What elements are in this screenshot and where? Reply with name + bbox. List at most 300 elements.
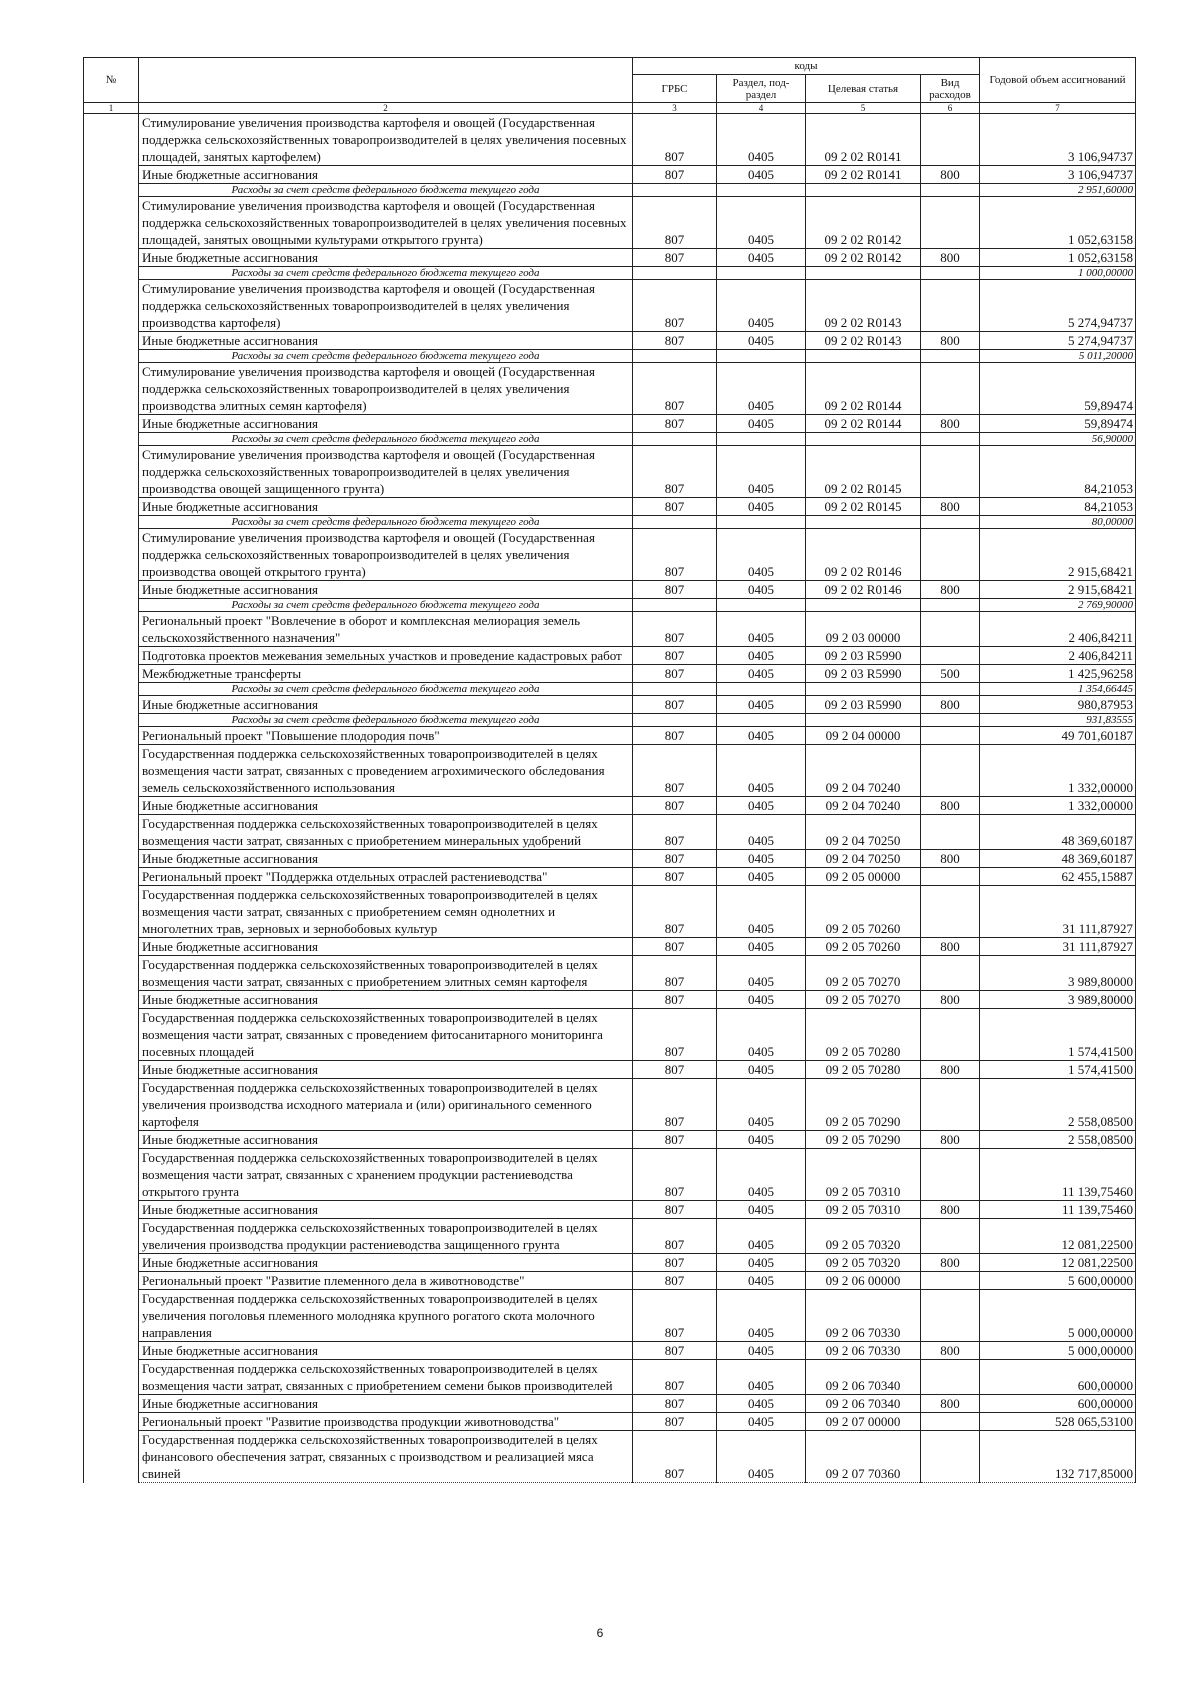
row-expense-type bbox=[921, 714, 980, 727]
table-row bbox=[84, 956, 1136, 991]
row-expense-type bbox=[921, 1149, 980, 1201]
row-razdel bbox=[717, 433, 806, 446]
row-razdel: 0405 bbox=[717, 1009, 806, 1061]
row-razdel: 0405 bbox=[717, 1360, 806, 1395]
row-target-article bbox=[806, 350, 921, 363]
row-target-article bbox=[806, 683, 921, 696]
table-row bbox=[84, 714, 1136, 727]
row-razdel: 0405 bbox=[717, 868, 806, 886]
row-number bbox=[84, 1360, 139, 1395]
row-description: Иные бюджетные ассигнования bbox=[139, 850, 633, 868]
row-target-article: 09 2 06 70330 bbox=[806, 1290, 921, 1342]
table-row bbox=[84, 1219, 1136, 1254]
row-number bbox=[84, 1131, 139, 1149]
row-number bbox=[84, 599, 139, 612]
table-row bbox=[84, 1149, 1136, 1201]
row-number bbox=[84, 1431, 139, 1483]
row-expense-type: 800 bbox=[921, 1254, 980, 1272]
row-amount: 5 274,94737 bbox=[980, 280, 1136, 332]
row-razdel: 0405 bbox=[717, 1061, 806, 1079]
row-razdel: 0405 bbox=[717, 665, 806, 683]
row-razdel: 0405 bbox=[717, 956, 806, 991]
row-grbs: 807 bbox=[633, 727, 717, 745]
row-amount: 3 989,80000 bbox=[980, 991, 1136, 1009]
row-description: Стимулирование увеличения производства картофеля и овощей (Государственная поддержка сельскохозяйственных товаропроизводителей в целях увеличения производства картофеля) bbox=[139, 280, 633, 332]
row-target-article: 09 2 02 R0146 bbox=[806, 581, 921, 599]
row-expense-type: 800 bbox=[921, 1061, 980, 1079]
row-target-article: 09 2 04 00000 bbox=[806, 727, 921, 745]
row-description: Подготовка проектов межевания земельных участков и проведение кадастровых работ bbox=[139, 647, 633, 665]
row-description: Расходы за счет средств федерального бюджета текущего года bbox=[139, 714, 633, 727]
row-target-article: 09 2 03 00000 bbox=[806, 612, 921, 647]
row-razdel: 0405 bbox=[717, 1219, 806, 1254]
column-number: 5 bbox=[806, 103, 921, 114]
row-amount: 600,00000 bbox=[980, 1360, 1136, 1395]
row-grbs: 807 bbox=[633, 1395, 717, 1413]
column-number: 1 bbox=[84, 103, 139, 114]
row-description: Иные бюджетные ассигнования bbox=[139, 415, 633, 433]
row-description: Государственная поддержка сельскохозяйственных товаропроизводителей в целях возмещения части затрат, связанных с приобретением минеральных удобрений bbox=[139, 815, 633, 850]
table-row bbox=[84, 516, 1136, 529]
row-description: Иные бюджетные ассигнования bbox=[139, 1254, 633, 1272]
row-expense-type: 800 bbox=[921, 850, 980, 868]
row-expense-type: 800 bbox=[921, 1395, 980, 1413]
row-target-article bbox=[806, 267, 921, 280]
row-amount: 2 558,08500 bbox=[980, 1079, 1136, 1131]
row-target-article: 09 2 02 R0144 bbox=[806, 363, 921, 415]
row-description: Региональный проект "Повышение плодородия почв" bbox=[139, 727, 633, 745]
row-razdel bbox=[717, 516, 806, 529]
row-razdel: 0405 bbox=[717, 647, 806, 665]
row-razdel: 0405 bbox=[717, 696, 806, 714]
row-razdel: 0405 bbox=[717, 1290, 806, 1342]
row-description: Иные бюджетные ассигнования bbox=[139, 938, 633, 956]
row-expense-type bbox=[921, 886, 980, 938]
row-amount: 56,90000 bbox=[980, 433, 1136, 446]
row-target-article: 09 2 07 00000 bbox=[806, 1413, 921, 1431]
row-description: Государственная поддержка сельскохозяйственных товаропроизводителей в целях увеличения производства продукции растениеводства защищенного грунта bbox=[139, 1219, 633, 1254]
row-expense-type bbox=[921, 516, 980, 529]
row-expense-type: 800 bbox=[921, 166, 980, 184]
row-number bbox=[84, 696, 139, 714]
row-amount: 1 574,41500 bbox=[980, 1061, 1136, 1079]
row-number bbox=[84, 1413, 139, 1431]
row-description: Иные бюджетные ассигнования bbox=[139, 696, 633, 714]
row-amount: 132 717,85000 bbox=[980, 1431, 1136, 1483]
row-grbs: 807 bbox=[633, 114, 717, 166]
row-razdel bbox=[717, 683, 806, 696]
table-row bbox=[84, 665, 1136, 683]
table-row bbox=[84, 868, 1136, 886]
row-expense-type bbox=[921, 1431, 980, 1483]
row-target-article: 09 2 03 R5990 bbox=[806, 665, 921, 683]
row-description: Расходы за счет средств федерального бюджета текущего года bbox=[139, 184, 633, 197]
row-target-article bbox=[806, 433, 921, 446]
row-grbs: 807 bbox=[633, 1254, 717, 1272]
row-number bbox=[84, 166, 139, 184]
table-row bbox=[84, 1272, 1136, 1290]
row-grbs: 807 bbox=[633, 581, 717, 599]
row-grbs: 807 bbox=[633, 850, 717, 868]
row-target-article: 09 2 03 R5990 bbox=[806, 696, 921, 714]
row-expense-type bbox=[921, 599, 980, 612]
row-number bbox=[84, 665, 139, 683]
row-amount: 48 369,60187 bbox=[980, 850, 1136, 868]
table-row bbox=[84, 612, 1136, 647]
row-target-article: 09 2 02 R0145 bbox=[806, 498, 921, 516]
row-razdel: 0405 bbox=[717, 114, 806, 166]
table-row bbox=[84, 529, 1136, 581]
row-description: Иные бюджетные ассигнования bbox=[139, 1395, 633, 1413]
row-amount: 980,87953 bbox=[980, 696, 1136, 714]
row-expense-type bbox=[921, 815, 980, 850]
header-expense-type: Вид расходов bbox=[921, 75, 980, 103]
row-number bbox=[84, 267, 139, 280]
table-row bbox=[84, 1201, 1136, 1219]
row-description: Региональный проект "Развитие производства продукции животноводства" bbox=[139, 1413, 633, 1431]
row-target-article: 09 2 04 70240 bbox=[806, 797, 921, 815]
row-grbs: 807 bbox=[633, 797, 717, 815]
row-grbs: 807 bbox=[633, 665, 717, 683]
row-description: Иные бюджетные ассигнования bbox=[139, 1201, 633, 1219]
row-grbs: 807 bbox=[633, 1131, 717, 1149]
row-razdel bbox=[717, 714, 806, 727]
row-amount: 12 081,22500 bbox=[980, 1254, 1136, 1272]
row-amount: 3 106,94737 bbox=[980, 114, 1136, 166]
row-razdel: 0405 bbox=[717, 1149, 806, 1201]
row-number bbox=[84, 815, 139, 850]
row-grbs: 807 bbox=[633, 332, 717, 350]
row-description: Расходы за счет средств федерального бюджета текущего года bbox=[139, 267, 633, 280]
row-number bbox=[84, 683, 139, 696]
table-row bbox=[84, 280, 1136, 332]
table-row bbox=[84, 433, 1136, 446]
row-grbs bbox=[633, 433, 717, 446]
row-expense-type bbox=[921, 446, 980, 498]
row-grbs: 807 bbox=[633, 1360, 717, 1395]
row-number bbox=[84, 498, 139, 516]
row-amount: 59,89474 bbox=[980, 415, 1136, 433]
row-expense-type: 800 bbox=[921, 581, 980, 599]
row-amount: 2 558,08500 bbox=[980, 1131, 1136, 1149]
row-razdel: 0405 bbox=[717, 797, 806, 815]
row-description: Иные бюджетные ассигнования bbox=[139, 332, 633, 350]
row-razdel: 0405 bbox=[717, 991, 806, 1009]
row-razdel: 0405 bbox=[717, 1342, 806, 1360]
row-amount: 2 406,84211 bbox=[980, 647, 1136, 665]
row-amount: 528 065,53100 bbox=[980, 1413, 1136, 1431]
row-razdel: 0405 bbox=[717, 197, 806, 249]
row-expense-type: 500 bbox=[921, 665, 980, 683]
row-target-article: 09 2 02 R0142 bbox=[806, 197, 921, 249]
row-number bbox=[84, 1395, 139, 1413]
row-amount: 84,21053 bbox=[980, 446, 1136, 498]
row-grbs: 807 bbox=[633, 1431, 717, 1483]
row-amount: 84,21053 bbox=[980, 498, 1136, 516]
row-amount: 5 000,00000 bbox=[980, 1342, 1136, 1360]
table-row bbox=[84, 166, 1136, 184]
row-grbs bbox=[633, 350, 717, 363]
row-grbs bbox=[633, 516, 717, 529]
row-razdel: 0405 bbox=[717, 166, 806, 184]
row-expense-type bbox=[921, 745, 980, 797]
table-row bbox=[84, 815, 1136, 850]
row-amount: 2 915,68421 bbox=[980, 529, 1136, 581]
row-expense-type bbox=[921, 612, 980, 647]
header-description bbox=[139, 58, 633, 103]
row-grbs bbox=[633, 683, 717, 696]
column-number: 7 bbox=[980, 103, 1136, 114]
row-razdel: 0405 bbox=[717, 1131, 806, 1149]
row-expense-type: 800 bbox=[921, 415, 980, 433]
column-number: 6 bbox=[921, 103, 980, 114]
row-expense-type: 800 bbox=[921, 498, 980, 516]
row-number bbox=[84, 1219, 139, 1254]
row-description: Стимулирование увеличения производства картофеля и овощей (Государственная поддержка сельскохозяйственных товаропроизводителей в целях увеличения посевных площадей, занятых овощными культурами открытого грунта) bbox=[139, 197, 633, 249]
row-target-article: 09 2 05 70310 bbox=[806, 1201, 921, 1219]
row-amount: 1 425,96258 bbox=[980, 665, 1136, 683]
table-row bbox=[84, 886, 1136, 938]
row-target-article: 09 2 03 R5990 bbox=[806, 647, 921, 665]
row-grbs bbox=[633, 184, 717, 197]
row-amount: 80,00000 bbox=[980, 516, 1136, 529]
header-grbs: ГРБС bbox=[633, 75, 717, 103]
row-razdel: 0405 bbox=[717, 498, 806, 516]
row-expense-type bbox=[921, 1290, 980, 1342]
table-row bbox=[84, 446, 1136, 498]
row-target-article bbox=[806, 714, 921, 727]
row-description: Государственная поддержка сельскохозяйственных товаропроизводителей в целях финансового обеспечения затрат, связанных с производством и реализацией мяса свиней bbox=[139, 1431, 633, 1483]
header-number: № bbox=[84, 58, 139, 103]
row-razdel: 0405 bbox=[717, 1395, 806, 1413]
row-target-article: 09 2 05 70290 bbox=[806, 1079, 921, 1131]
row-number bbox=[84, 797, 139, 815]
row-expense-type: 800 bbox=[921, 938, 980, 956]
row-number bbox=[84, 850, 139, 868]
row-expense-type bbox=[921, 1219, 980, 1254]
row-number bbox=[84, 886, 139, 938]
row-expense-type bbox=[921, 197, 980, 249]
row-amount: 62 455,15887 bbox=[980, 868, 1136, 886]
row-number bbox=[84, 1079, 139, 1131]
table-row bbox=[84, 797, 1136, 815]
row-target-article: 09 2 05 70260 bbox=[806, 886, 921, 938]
row-amount: 31 111,87927 bbox=[980, 886, 1136, 938]
row-target-article: 09 2 04 70240 bbox=[806, 745, 921, 797]
row-number bbox=[84, 727, 139, 745]
row-number bbox=[84, 350, 139, 363]
row-grbs: 807 bbox=[633, 612, 717, 647]
row-expense-type: 800 bbox=[921, 1131, 980, 1149]
row-amount: 1 000,00000 bbox=[980, 267, 1136, 280]
row-target-article: 09 2 02 R0141 bbox=[806, 166, 921, 184]
header-codes: коды bbox=[633, 58, 980, 75]
row-grbs: 807 bbox=[633, 1413, 717, 1431]
page-number: 6 bbox=[596, 1626, 604, 1640]
row-expense-type: 800 bbox=[921, 1342, 980, 1360]
table-row bbox=[84, 991, 1136, 1009]
row-target-article: 09 2 05 00000 bbox=[806, 868, 921, 886]
row-razdel: 0405 bbox=[717, 332, 806, 350]
row-number bbox=[84, 991, 139, 1009]
row-grbs: 807 bbox=[633, 1201, 717, 1219]
row-grbs: 807 bbox=[633, 498, 717, 516]
row-target-article: 09 2 05 70260 bbox=[806, 938, 921, 956]
row-number bbox=[84, 612, 139, 647]
row-number bbox=[84, 415, 139, 433]
row-target-article: 09 2 05 70290 bbox=[806, 1131, 921, 1149]
row-description: Региональный проект "Поддержка отдельных отраслей растениеводства" bbox=[139, 868, 633, 886]
row-description: Стимулирование увеличения производства картофеля и овощей (Государственная поддержка сельскохозяйственных товаропроизводителей в целях увеличения производства элитных семян картофеля) bbox=[139, 363, 633, 415]
row-target-article: 09 2 02 R0141 bbox=[806, 114, 921, 166]
row-razdel bbox=[717, 350, 806, 363]
row-number bbox=[84, 529, 139, 581]
row-razdel: 0405 bbox=[717, 815, 806, 850]
row-target-article: 09 2 05 70270 bbox=[806, 991, 921, 1009]
budget-table bbox=[83, 57, 1136, 1483]
row-razdel: 0405 bbox=[717, 446, 806, 498]
row-razdel: 0405 bbox=[717, 727, 806, 745]
row-grbs: 807 bbox=[633, 886, 717, 938]
row-target-article: 09 2 06 00000 bbox=[806, 1272, 921, 1290]
table-row bbox=[84, 1061, 1136, 1079]
row-number bbox=[84, 184, 139, 197]
row-grbs: 807 bbox=[633, 991, 717, 1009]
table-row bbox=[84, 114, 1136, 166]
row-description: Государственная поддержка сельскохозяйственных товаропроизводителей в целях увеличения производства исходного материала и (или) оригинального семенного картофеля bbox=[139, 1079, 633, 1131]
row-target-article: 09 2 04 70250 bbox=[806, 850, 921, 868]
row-expense-type bbox=[921, 727, 980, 745]
row-expense-type: 800 bbox=[921, 249, 980, 267]
row-razdel: 0405 bbox=[717, 280, 806, 332]
table-row bbox=[84, 1254, 1136, 1272]
row-number bbox=[84, 956, 139, 991]
table-row bbox=[84, 415, 1136, 433]
row-target-article: 09 2 05 70320 bbox=[806, 1254, 921, 1272]
row-grbs: 807 bbox=[633, 1290, 717, 1342]
row-number bbox=[84, 114, 139, 166]
table-row bbox=[84, 350, 1136, 363]
row-grbs: 807 bbox=[633, 956, 717, 991]
row-grbs: 807 bbox=[633, 696, 717, 714]
row-description: Расходы за счет средств федерального бюджета текущего года bbox=[139, 433, 633, 446]
row-grbs: 807 bbox=[633, 1079, 717, 1131]
table-row bbox=[84, 1431, 1136, 1483]
row-expense-type bbox=[921, 956, 980, 991]
row-number bbox=[84, 332, 139, 350]
table-row bbox=[84, 1360, 1136, 1395]
row-description: Иные бюджетные ассигнования bbox=[139, 797, 633, 815]
row-amount: 5 274,94737 bbox=[980, 332, 1136, 350]
row-razdel: 0405 bbox=[717, 529, 806, 581]
row-expense-type bbox=[921, 1272, 980, 1290]
row-amount: 3 989,80000 bbox=[980, 956, 1136, 991]
row-description: Государственная поддержка сельскохозяйственных товаропроизводителей в целях возмещения части затрат, связанных с приобретением семян однолетних и многолетних трав, зерновых и зернобобовых культур bbox=[139, 886, 633, 938]
row-amount: 1 354,66445 bbox=[980, 683, 1136, 696]
row-target-article: 09 2 02 R0142 bbox=[806, 249, 921, 267]
row-grbs: 807 bbox=[633, 529, 717, 581]
row-description: Иные бюджетные ассигнования bbox=[139, 166, 633, 184]
header-annual-volume: Годовой объем ассигнований bbox=[980, 58, 1136, 103]
row-target-article: 09 2 02 R0145 bbox=[806, 446, 921, 498]
row-grbs: 807 bbox=[633, 1342, 717, 1360]
table-row bbox=[84, 727, 1136, 745]
row-target-article bbox=[806, 516, 921, 529]
row-grbs: 807 bbox=[633, 1009, 717, 1061]
row-amount: 48 369,60187 bbox=[980, 815, 1136, 850]
row-razdel: 0405 bbox=[717, 363, 806, 415]
row-grbs: 807 bbox=[633, 446, 717, 498]
row-grbs: 807 bbox=[633, 647, 717, 665]
row-number bbox=[84, 249, 139, 267]
row-grbs: 807 bbox=[633, 868, 717, 886]
row-razdel bbox=[717, 267, 806, 280]
row-amount: 11 139,75460 bbox=[980, 1149, 1136, 1201]
row-description: Иные бюджетные ассигнования bbox=[139, 1342, 633, 1360]
row-target-article: 09 2 04 70250 bbox=[806, 815, 921, 850]
row-expense-type bbox=[921, 868, 980, 886]
row-grbs: 807 bbox=[633, 745, 717, 797]
row-description: Иные бюджетные ассигнования bbox=[139, 991, 633, 1009]
row-expense-type: 800 bbox=[921, 696, 980, 714]
row-description: Иные бюджетные ассигнования bbox=[139, 1061, 633, 1079]
row-grbs bbox=[633, 599, 717, 612]
row-target-article: 09 2 02 R0146 bbox=[806, 529, 921, 581]
table-row bbox=[84, 1079, 1136, 1131]
row-amount: 2 915,68421 bbox=[980, 581, 1136, 599]
row-number bbox=[84, 516, 139, 529]
row-number bbox=[84, 433, 139, 446]
row-razdel: 0405 bbox=[717, 581, 806, 599]
row-amount: 1 052,63158 bbox=[980, 249, 1136, 267]
table-row bbox=[84, 696, 1136, 714]
row-expense-type: 800 bbox=[921, 797, 980, 815]
row-expense-type bbox=[921, 1360, 980, 1395]
row-grbs: 807 bbox=[633, 197, 717, 249]
row-number bbox=[84, 1342, 139, 1360]
table-header bbox=[84, 58, 1136, 114]
row-description: Государственная поддержка сельскохозяйственных товаропроизводителей в целях возмещения части затрат, связанных с приобретением элитных семян картофеля bbox=[139, 956, 633, 991]
row-number bbox=[84, 280, 139, 332]
row-amount: 2 406,84211 bbox=[980, 612, 1136, 647]
row-description: Стимулирование увеличения производства картофеля и овощей (Государственная поддержка сельскохозяйственных товаропроизводителей в целях увеличения производства овощей открытого грунта) bbox=[139, 529, 633, 581]
row-razdel: 0405 bbox=[717, 1272, 806, 1290]
row-target-article bbox=[806, 599, 921, 612]
row-amount: 600,00000 bbox=[980, 1395, 1136, 1413]
row-expense-type bbox=[921, 647, 980, 665]
row-description: Расходы за счет средств федерального бюджета текущего года bbox=[139, 599, 633, 612]
row-grbs: 807 bbox=[633, 1272, 717, 1290]
row-razdel: 0405 bbox=[717, 850, 806, 868]
row-amount: 5 000,00000 bbox=[980, 1290, 1136, 1342]
row-number bbox=[84, 1201, 139, 1219]
row-expense-type bbox=[921, 280, 980, 332]
row-description: Стимулирование увеличения производства картофеля и овощей (Государственная поддержка сельскохозяйственных товаропроизводителей в целях увеличения производства овощей защищенного грунта) bbox=[139, 446, 633, 498]
table-row bbox=[84, 267, 1136, 280]
row-amount: 1 332,00000 bbox=[980, 797, 1136, 815]
column-number: 3 bbox=[633, 103, 717, 114]
row-amount: 3 106,94737 bbox=[980, 166, 1136, 184]
table-row bbox=[84, 1395, 1136, 1413]
row-amount: 2 769,90000 bbox=[980, 599, 1136, 612]
row-number bbox=[84, 868, 139, 886]
row-number bbox=[84, 197, 139, 249]
row-number bbox=[84, 745, 139, 797]
row-amount: 1 052,63158 bbox=[980, 197, 1136, 249]
row-amount: 931,83555 bbox=[980, 714, 1136, 727]
row-description: Государственная поддержка сельскохозяйственных товаропроизводителей в целях возмещения части затрат, связанных с проведением агрохимического обследования земель сельскохозяйственного использования bbox=[139, 745, 633, 797]
header-razdel: Раздел, под-раздел bbox=[717, 75, 806, 103]
